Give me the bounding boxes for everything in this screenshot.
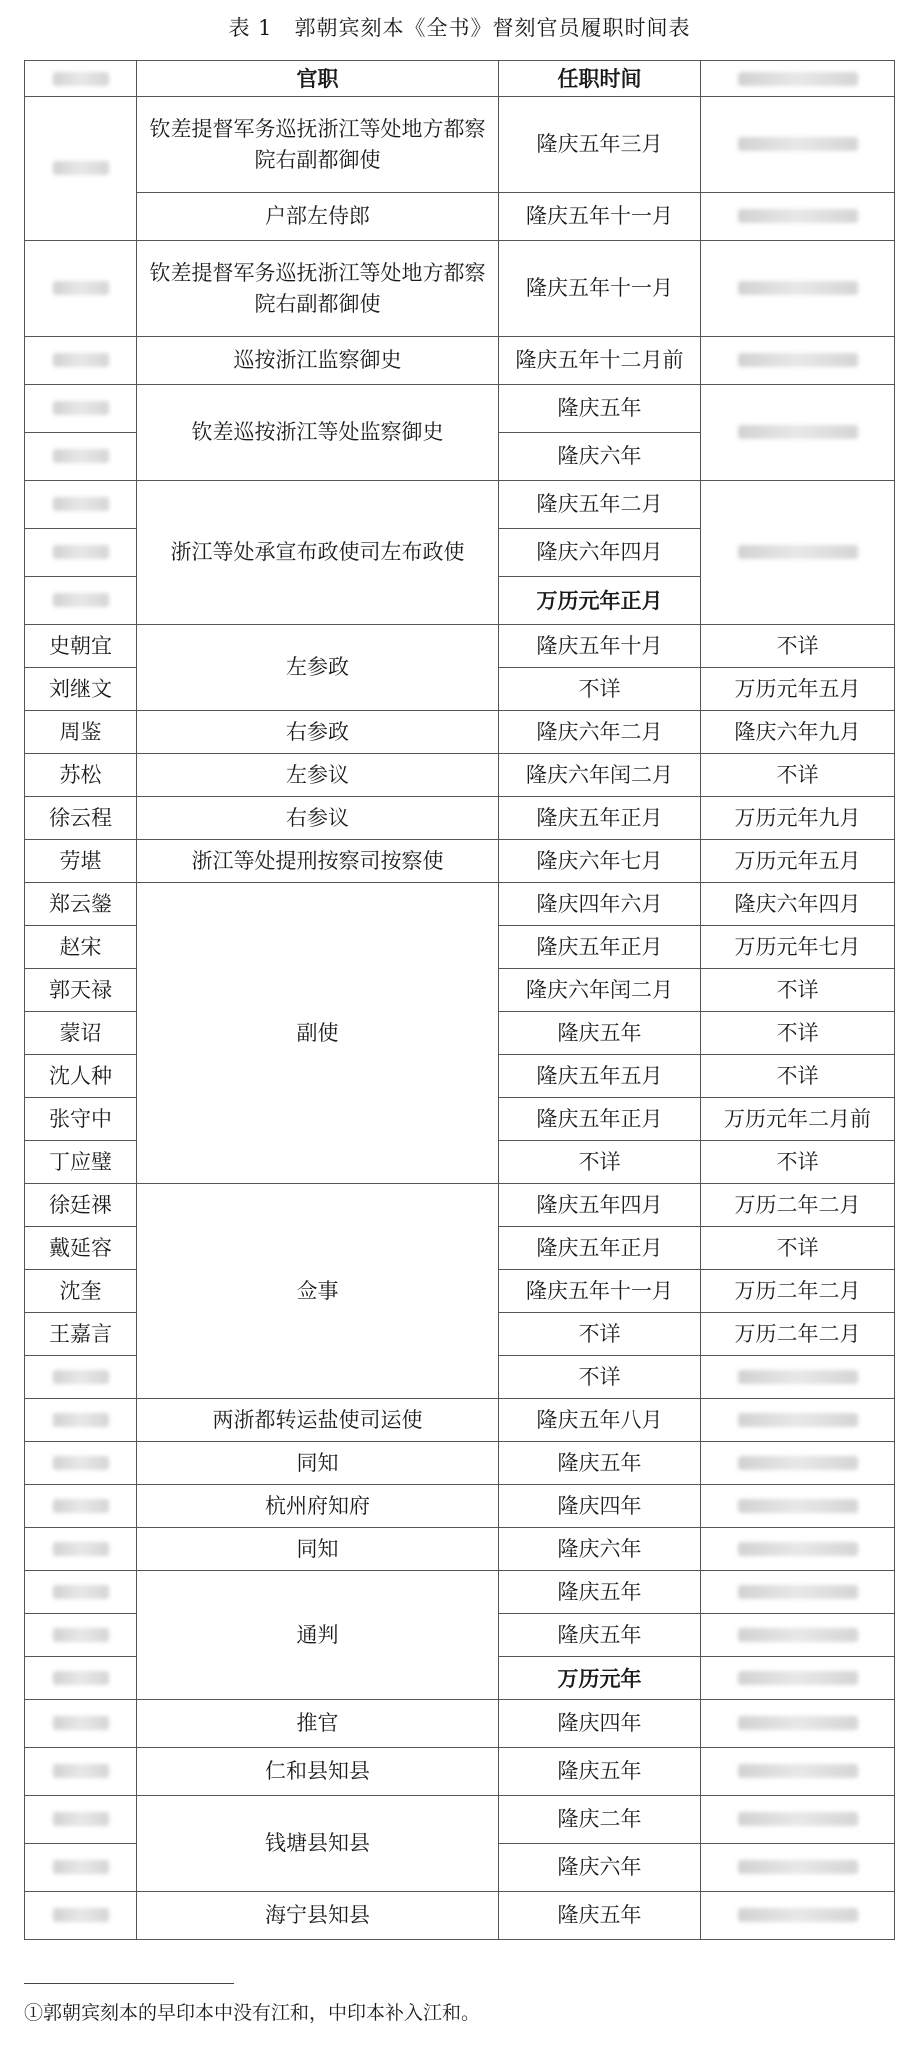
table-row bbox=[25, 883, 895, 926]
term-cell: 隆庆六年闰二月 bbox=[499, 969, 701, 1012]
official-cell: 钦差提督军务巡抚浙江等处地方都察院右副都御使 bbox=[137, 241, 499, 337]
name-cell: 戴延容 bbox=[25, 1227, 137, 1270]
term-cell: 隆庆五年 bbox=[499, 1012, 701, 1055]
end-cell: 万历二年二月 bbox=[701, 1184, 895, 1227]
officials-table bbox=[24, 60, 895, 1940]
name-cell-blurred bbox=[25, 1657, 137, 1700]
end-cell-blurred bbox=[701, 1892, 895, 1940]
table-caption: 表 1 郭朝宾刻本《全书》督刻官员履职时间表 bbox=[228, 16, 691, 40]
term-cell: 隆庆五年 bbox=[499, 385, 701, 433]
name-cell-blurred bbox=[25, 1485, 137, 1528]
official-cell: 同知 bbox=[137, 1442, 499, 1485]
end-cell-blurred bbox=[701, 1528, 895, 1571]
end-cell: 不详 bbox=[701, 1012, 895, 1055]
term-cell: 隆庆五年五月 bbox=[499, 1055, 701, 1098]
official-cell: 右参政 bbox=[137, 711, 499, 754]
end-cell-blurred bbox=[701, 385, 895, 481]
term-cell: 隆庆五年十一月 bbox=[499, 241, 701, 337]
table-row bbox=[25, 711, 895, 754]
end-cell-blurred bbox=[701, 1442, 895, 1485]
table-row bbox=[25, 481, 895, 529]
end-cell: 不详 bbox=[701, 969, 895, 1012]
footnote-divider bbox=[24, 1983, 234, 1984]
end-cell: 不详 bbox=[701, 1055, 895, 1098]
term-cell: 隆庆四年 bbox=[499, 1700, 701, 1748]
end-cell: 不详 bbox=[701, 625, 895, 668]
term-cell: 隆庆五年八月 bbox=[499, 1399, 701, 1442]
official-cell: 佥事 bbox=[137, 1184, 499, 1399]
table-row bbox=[25, 1184, 895, 1227]
term-cell: 万历元年正月 bbox=[499, 577, 701, 625]
name-cell-blurred bbox=[25, 385, 137, 433]
table-header-row bbox=[25, 61, 895, 97]
name-cell-blurred bbox=[25, 481, 137, 529]
name-cell-blurred bbox=[25, 1748, 137, 1796]
end-cell-blurred bbox=[701, 1571, 895, 1614]
name-cell-blurred bbox=[25, 1700, 137, 1748]
official-cell: 同知 bbox=[137, 1528, 499, 1571]
name-cell: 沈人种 bbox=[25, 1055, 137, 1098]
table-row bbox=[25, 1399, 895, 1442]
term-cell: 隆庆五年 bbox=[499, 1892, 701, 1940]
end-cell: 万历元年二月前 bbox=[701, 1098, 895, 1141]
end-cell-blurred bbox=[701, 1399, 895, 1442]
term-cell: 不详 bbox=[499, 1356, 701, 1399]
term-cell: 隆庆六年 bbox=[499, 1844, 701, 1892]
name-cell: 张守中 bbox=[25, 1098, 137, 1141]
official-cell: 钱塘县知县 bbox=[137, 1796, 499, 1892]
term-cell: 不详 bbox=[499, 668, 701, 711]
official-cell: 左参议 bbox=[137, 754, 499, 797]
name-cell-blurred bbox=[25, 1892, 137, 1940]
term-cell: 隆庆六年 bbox=[499, 1528, 701, 1571]
end-cell: 万历元年五月 bbox=[701, 840, 895, 883]
term-cell: 隆庆四年六月 bbox=[499, 883, 701, 926]
table-row bbox=[25, 1442, 895, 1485]
name-cell-blurred bbox=[25, 1528, 137, 1571]
end-cell-blurred bbox=[701, 1356, 895, 1399]
table-row bbox=[25, 337, 895, 385]
table-row bbox=[25, 840, 895, 883]
header-term: 任职时间 bbox=[499, 61, 701, 97]
term-cell: 隆庆五年十月 bbox=[499, 625, 701, 668]
official-cell: 浙江等处提刑按察司按察使 bbox=[137, 840, 499, 883]
name-cell-blurred bbox=[25, 433, 137, 481]
name-cell: 劳堪 bbox=[25, 840, 137, 883]
table-row bbox=[25, 754, 895, 797]
official-cell: 巡按浙江监察御史 bbox=[137, 337, 499, 385]
term-cell: 隆庆五年 bbox=[499, 1442, 701, 1485]
end-cell-blurred bbox=[701, 337, 895, 385]
official-cell: 推官 bbox=[137, 1700, 499, 1748]
table-row bbox=[25, 1796, 895, 1844]
name-cell: 郭天禄 bbox=[25, 969, 137, 1012]
end-cell: 万历二年二月 bbox=[701, 1270, 895, 1313]
end-cell: 隆庆六年四月 bbox=[701, 883, 895, 926]
name-cell-blurred bbox=[25, 529, 137, 577]
end-cell-blurred bbox=[701, 1657, 895, 1700]
term-cell: 隆庆五年二月 bbox=[499, 481, 701, 529]
end-cell-blurred bbox=[701, 1796, 895, 1844]
table-row bbox=[25, 97, 895, 193]
official-cell: 杭州府知府 bbox=[137, 1485, 499, 1528]
end-cell-blurred bbox=[701, 1844, 895, 1892]
term-cell: 不详 bbox=[499, 1313, 701, 1356]
term-cell: 万历元年 bbox=[499, 1657, 701, 1700]
end-cell-blurred bbox=[701, 241, 895, 337]
term-cell: 隆庆五年正月 bbox=[499, 926, 701, 969]
table-row bbox=[25, 193, 895, 241]
end-cell: 不详 bbox=[701, 754, 895, 797]
term-cell: 隆庆二年 bbox=[499, 1796, 701, 1844]
name-cell-blurred bbox=[25, 1844, 137, 1892]
term-cell: 隆庆四年 bbox=[499, 1485, 701, 1528]
end-cell-blurred bbox=[701, 97, 895, 193]
table-row bbox=[25, 1485, 895, 1528]
term-cell: 隆庆五年三月 bbox=[499, 97, 701, 193]
name-cell-blurred bbox=[25, 241, 137, 337]
end-cell-blurred bbox=[701, 1485, 895, 1528]
official-cell: 左参政 bbox=[137, 625, 499, 711]
name-cell: 苏松 bbox=[25, 754, 137, 797]
term-cell: 隆庆五年正月 bbox=[499, 1098, 701, 1141]
official-cell: 户部左侍郎 bbox=[137, 193, 499, 241]
name-cell: 赵宋 bbox=[25, 926, 137, 969]
official-cell: 钦差巡按浙江等处监察御史 bbox=[137, 385, 499, 481]
end-cell-blurred bbox=[701, 1748, 895, 1796]
table-row bbox=[25, 1571, 895, 1614]
official-cell: 副使 bbox=[137, 883, 499, 1184]
term-cell: 隆庆六年二月 bbox=[499, 711, 701, 754]
end-cell: 万历元年九月 bbox=[701, 797, 895, 840]
term-cell: 隆庆五年十一月 bbox=[499, 193, 701, 241]
official-cell: 两浙都转运盐使司运使 bbox=[137, 1399, 499, 1442]
name-cell: 周鉴 bbox=[25, 711, 137, 754]
term-cell: 隆庆五年正月 bbox=[499, 797, 701, 840]
term-cell: 不详 bbox=[499, 1141, 701, 1184]
table-row bbox=[25, 241, 895, 337]
term-cell: 隆庆五年十二月前 bbox=[499, 337, 701, 385]
name-cell: 刘继文 bbox=[25, 668, 137, 711]
name-cell-blurred bbox=[25, 337, 137, 385]
header-name-blurred bbox=[25, 61, 137, 97]
name-cell-blurred bbox=[25, 1399, 137, 1442]
term-cell: 隆庆六年七月 bbox=[499, 840, 701, 883]
table-row bbox=[25, 1748, 895, 1796]
end-cell: 万历二年二月 bbox=[701, 1313, 895, 1356]
official-cell: 钦差提督军务巡抚浙江等处地方都察院右副都御使 bbox=[137, 97, 499, 193]
name-cell-blurred bbox=[25, 1356, 137, 1399]
end-cell: 不详 bbox=[701, 1227, 895, 1270]
term-cell: 隆庆五年十一月 bbox=[499, 1270, 701, 1313]
end-cell: 隆庆六年九月 bbox=[701, 711, 895, 754]
table-row bbox=[25, 1528, 895, 1571]
table-row bbox=[25, 1700, 895, 1748]
table-row bbox=[25, 1892, 895, 1940]
end-cell-blurred bbox=[701, 481, 895, 625]
term-cell: 隆庆六年 bbox=[499, 433, 701, 481]
name-cell-blurred bbox=[25, 1614, 137, 1657]
name-cell: 蒙诏 bbox=[25, 1012, 137, 1055]
footnote: ①郭朝宾刻本的早印本中没有江和，中印本补入江和。 bbox=[24, 2002, 481, 2024]
name-cell: 郑云鎣 bbox=[25, 883, 137, 926]
name-cell: 王嘉言 bbox=[25, 1313, 137, 1356]
end-cell-blurred bbox=[701, 1614, 895, 1657]
name-cell: 徐云程 bbox=[25, 797, 137, 840]
table-row bbox=[25, 625, 895, 668]
term-cell: 隆庆六年闰二月 bbox=[499, 754, 701, 797]
official-cell: 仁和县知县 bbox=[137, 1748, 499, 1796]
end-cell: 万历元年五月 bbox=[701, 668, 895, 711]
name-cell-blurred bbox=[25, 1571, 137, 1614]
header-end-blurred bbox=[701, 61, 895, 97]
name-cell: 丁应璧 bbox=[25, 1141, 137, 1184]
official-cell: 通判 bbox=[137, 1571, 499, 1700]
end-cell-blurred bbox=[701, 1700, 895, 1748]
term-cell: 隆庆六年四月 bbox=[499, 529, 701, 577]
header-official: 官职 bbox=[137, 61, 499, 97]
term-cell: 隆庆五年 bbox=[499, 1571, 701, 1614]
name-cell-blurred bbox=[25, 1442, 137, 1485]
table-row bbox=[25, 797, 895, 840]
term-cell: 隆庆五年 bbox=[499, 1748, 701, 1796]
end-cell: 万历元年七月 bbox=[701, 926, 895, 969]
term-cell: 隆庆五年正月 bbox=[499, 1227, 701, 1270]
term-cell: 隆庆五年 bbox=[499, 1614, 701, 1657]
name-cell: 沈奎 bbox=[25, 1270, 137, 1313]
end-cell: 不详 bbox=[701, 1141, 895, 1184]
name-cell-blurred bbox=[25, 97, 137, 241]
official-cell: 海宁县知县 bbox=[137, 1892, 499, 1940]
term-cell: 隆庆五年四月 bbox=[499, 1184, 701, 1227]
table-row bbox=[25, 385, 895, 433]
official-cell: 右参议 bbox=[137, 797, 499, 840]
name-cell: 史朝宜 bbox=[25, 625, 137, 668]
end-cell-blurred bbox=[701, 193, 895, 241]
name-cell: 徐廷祼 bbox=[25, 1184, 137, 1227]
name-cell-blurred bbox=[25, 1796, 137, 1844]
official-cell: 浙江等处承宣布政使司左布政使 bbox=[137, 481, 499, 625]
name-cell-blurred bbox=[25, 577, 137, 625]
